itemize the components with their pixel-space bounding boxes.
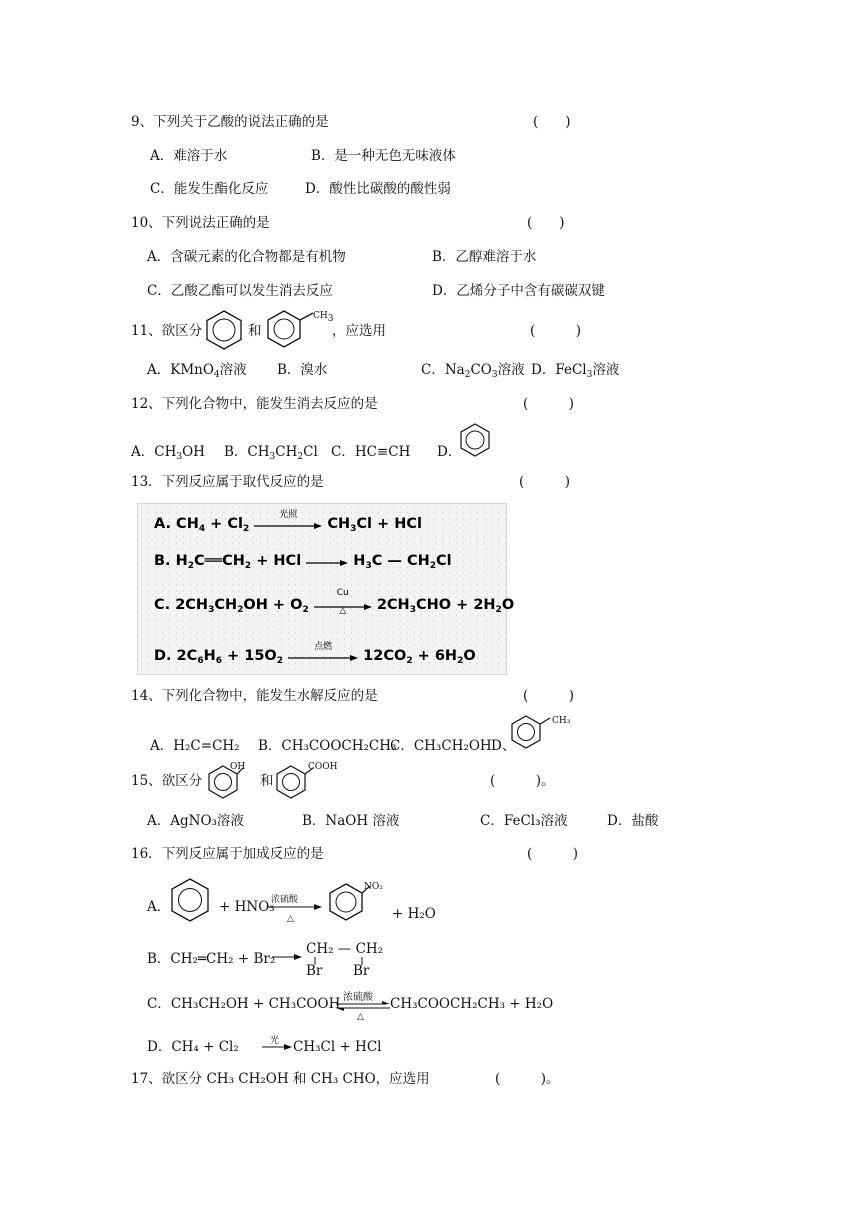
q15-stem-mid: 和 [260,773,274,789]
q15-answer-paren: ( )。 [490,773,555,789]
q16-option-a-product: + H₂O [392,906,436,922]
q16-a-arrow [268,903,322,911]
q17-answer-paren: ( )。 [495,1071,560,1087]
q12-answer-paren: ( ) [523,396,575,412]
q10-option-c: C．乙酸乙酯可以发生消去反应 [147,283,333,299]
q13-answer-paren: ( ) [519,474,571,490]
q15-option-a: A．AgNO₃溶液 [147,813,244,829]
q13-option-c: C. $2CH_3CH_2OH + O_2$ Cu △ $2CH_3CHO + 2H_2O$ [154,588,515,616]
q14-ch3-label: CH₃ [552,716,571,726]
q15-option-b: B．NaOH 溶液 [302,813,400,829]
q12-stem: 12、下列化合物中，能发生消去反应的是 [131,396,378,412]
q12-option-d: D． [437,444,462,460]
q9-answer-paren: ( ) [533,114,571,130]
q11-option-a: A．KMnO$_4$溶液 [147,362,247,380]
q10-stem: 10、下列说法正确的是 [131,215,270,231]
q15-option-d: D．盐酸 [607,813,659,829]
q12-option-c: C．HC≡CH [331,444,411,460]
toluene-ch3-label: $CH_3$ [313,311,334,324]
q16-b-arrow [272,953,302,961]
q11-stem-mid: 和 [248,323,262,339]
benzoic-acid-cooh-label: COOH [308,762,338,772]
q9-option-c: C．能发生酯化反应 [150,181,269,197]
q16-answer-paren: ( ) [527,846,579,862]
q15-stem-pre: 15、欲区分 [131,773,203,789]
q11-option-d: D．FeCl$_3$溶液 [531,362,620,380]
q14-option-c: C．CH₃CH₂OH [390,738,492,754]
q14-option-b: B．CH₃COOCH₂CH₃ [258,738,397,754]
q16-option-b: B．CH₂═CH₂ + Br₂ [147,951,276,967]
q10-option-a: A．含碳元素的化合物都是有机物 [147,249,346,265]
q16-d-condition: 光 [270,1036,280,1046]
phenol-oh-label: OH [230,762,246,772]
q16-option-c-reactants: C．CH₃CH₂OH + CH₃COOH [147,996,341,1012]
q9-option-a: A．难溶于水 [150,148,228,164]
q16-option-d-reactants: D．CH₄ + Cl₂ [147,1039,239,1055]
q16-option-a-reagent: + HNO₃ [219,899,275,915]
q16-c-condition: 浓硫酸 [343,992,373,1003]
q16-b-bromine-1: Br [306,963,323,979]
q12-benzene-structure [458,422,492,458]
q14-answer-paren: ( ) [523,688,575,704]
q14-toluene-structure [508,712,554,752]
q16-c-heat: △ [357,1012,364,1022]
q13-stem: 13．下列反应属于取代反应的是 [131,474,324,490]
q14-stem: 14、下列化合物中，能发生水解反应的是 [131,688,378,704]
q12-option-a: A．$CH_3OH$ [131,444,205,462]
q9-option-b: B．是一种无色无味液体 [311,148,456,164]
q12-option-b: B．$CH_3CH_2Cl$ [224,444,318,462]
q16-a-heat: △ [287,914,294,924]
q13-equations-image [137,503,515,675]
q16-benzene-structure [168,876,212,924]
q16-b-bromine-2: Br [353,963,370,979]
q16-d-arrow [262,1043,292,1051]
q11-option-c: C．$Na_2CO_3$溶液 [421,362,525,380]
q11-stem-post: ，应选用 [332,323,386,339]
q11-option-b: B．溴水 [277,362,328,378]
q16-option-c-products: CH₃COOCH₂CH₃ + H₂O [390,996,554,1012]
q16-option-a-label: A． [147,899,171,915]
q14-option-d: D、 [491,738,516,754]
q11-stem-pre: 11、欲区分 [131,323,203,339]
q10-answer-paren: ( ) [527,215,565,231]
q16-b-product-chain: CH₂ — CH₂ [306,941,384,957]
q10-option-d: D．乙烯分子中含有碳碳双键 [432,283,605,299]
q9-stem: 9、下列关于乙酸的说法正确的是 [131,114,329,130]
q16-a-condition: 浓硫酸 [271,895,299,905]
q11-answer-paren: ( ) [530,323,582,339]
q13-option-d: D. $2C_6H_6 + 15O_2$ 点燃 $12CO_2 + 6H_2O$ [154,642,476,666]
q13-option-a: A. $CH_4 + Cl_2$ 光照 $CH_3Cl$ + HCl [154,510,422,534]
q16-stem: 16．下列反应属于加成反应的是 [131,846,324,862]
q10-option-b: B．乙醇难溶于水 [432,249,537,265]
q17-stem: 17、欲区分 CH₃ CH₂OH 和 CH₃ CHO，应选用 [131,1071,430,1087]
q16-option-d-products: CH₃Cl + HCl [293,1039,382,1055]
q9-option-d: D．酸性比碳酸的酸性弱 [305,181,451,197]
q13-option-b: B. $H_2C══CH_2$ + HCl $H_3C$ — $CH_2Cl$ [154,553,452,571]
nitro-group-label: NO₂ [364,882,383,892]
benzene-structure [202,308,246,352]
q15-option-c: C．FeCl₃溶液 [480,813,568,829]
q14-option-a: A．H₂C=CH₂ [150,738,240,754]
